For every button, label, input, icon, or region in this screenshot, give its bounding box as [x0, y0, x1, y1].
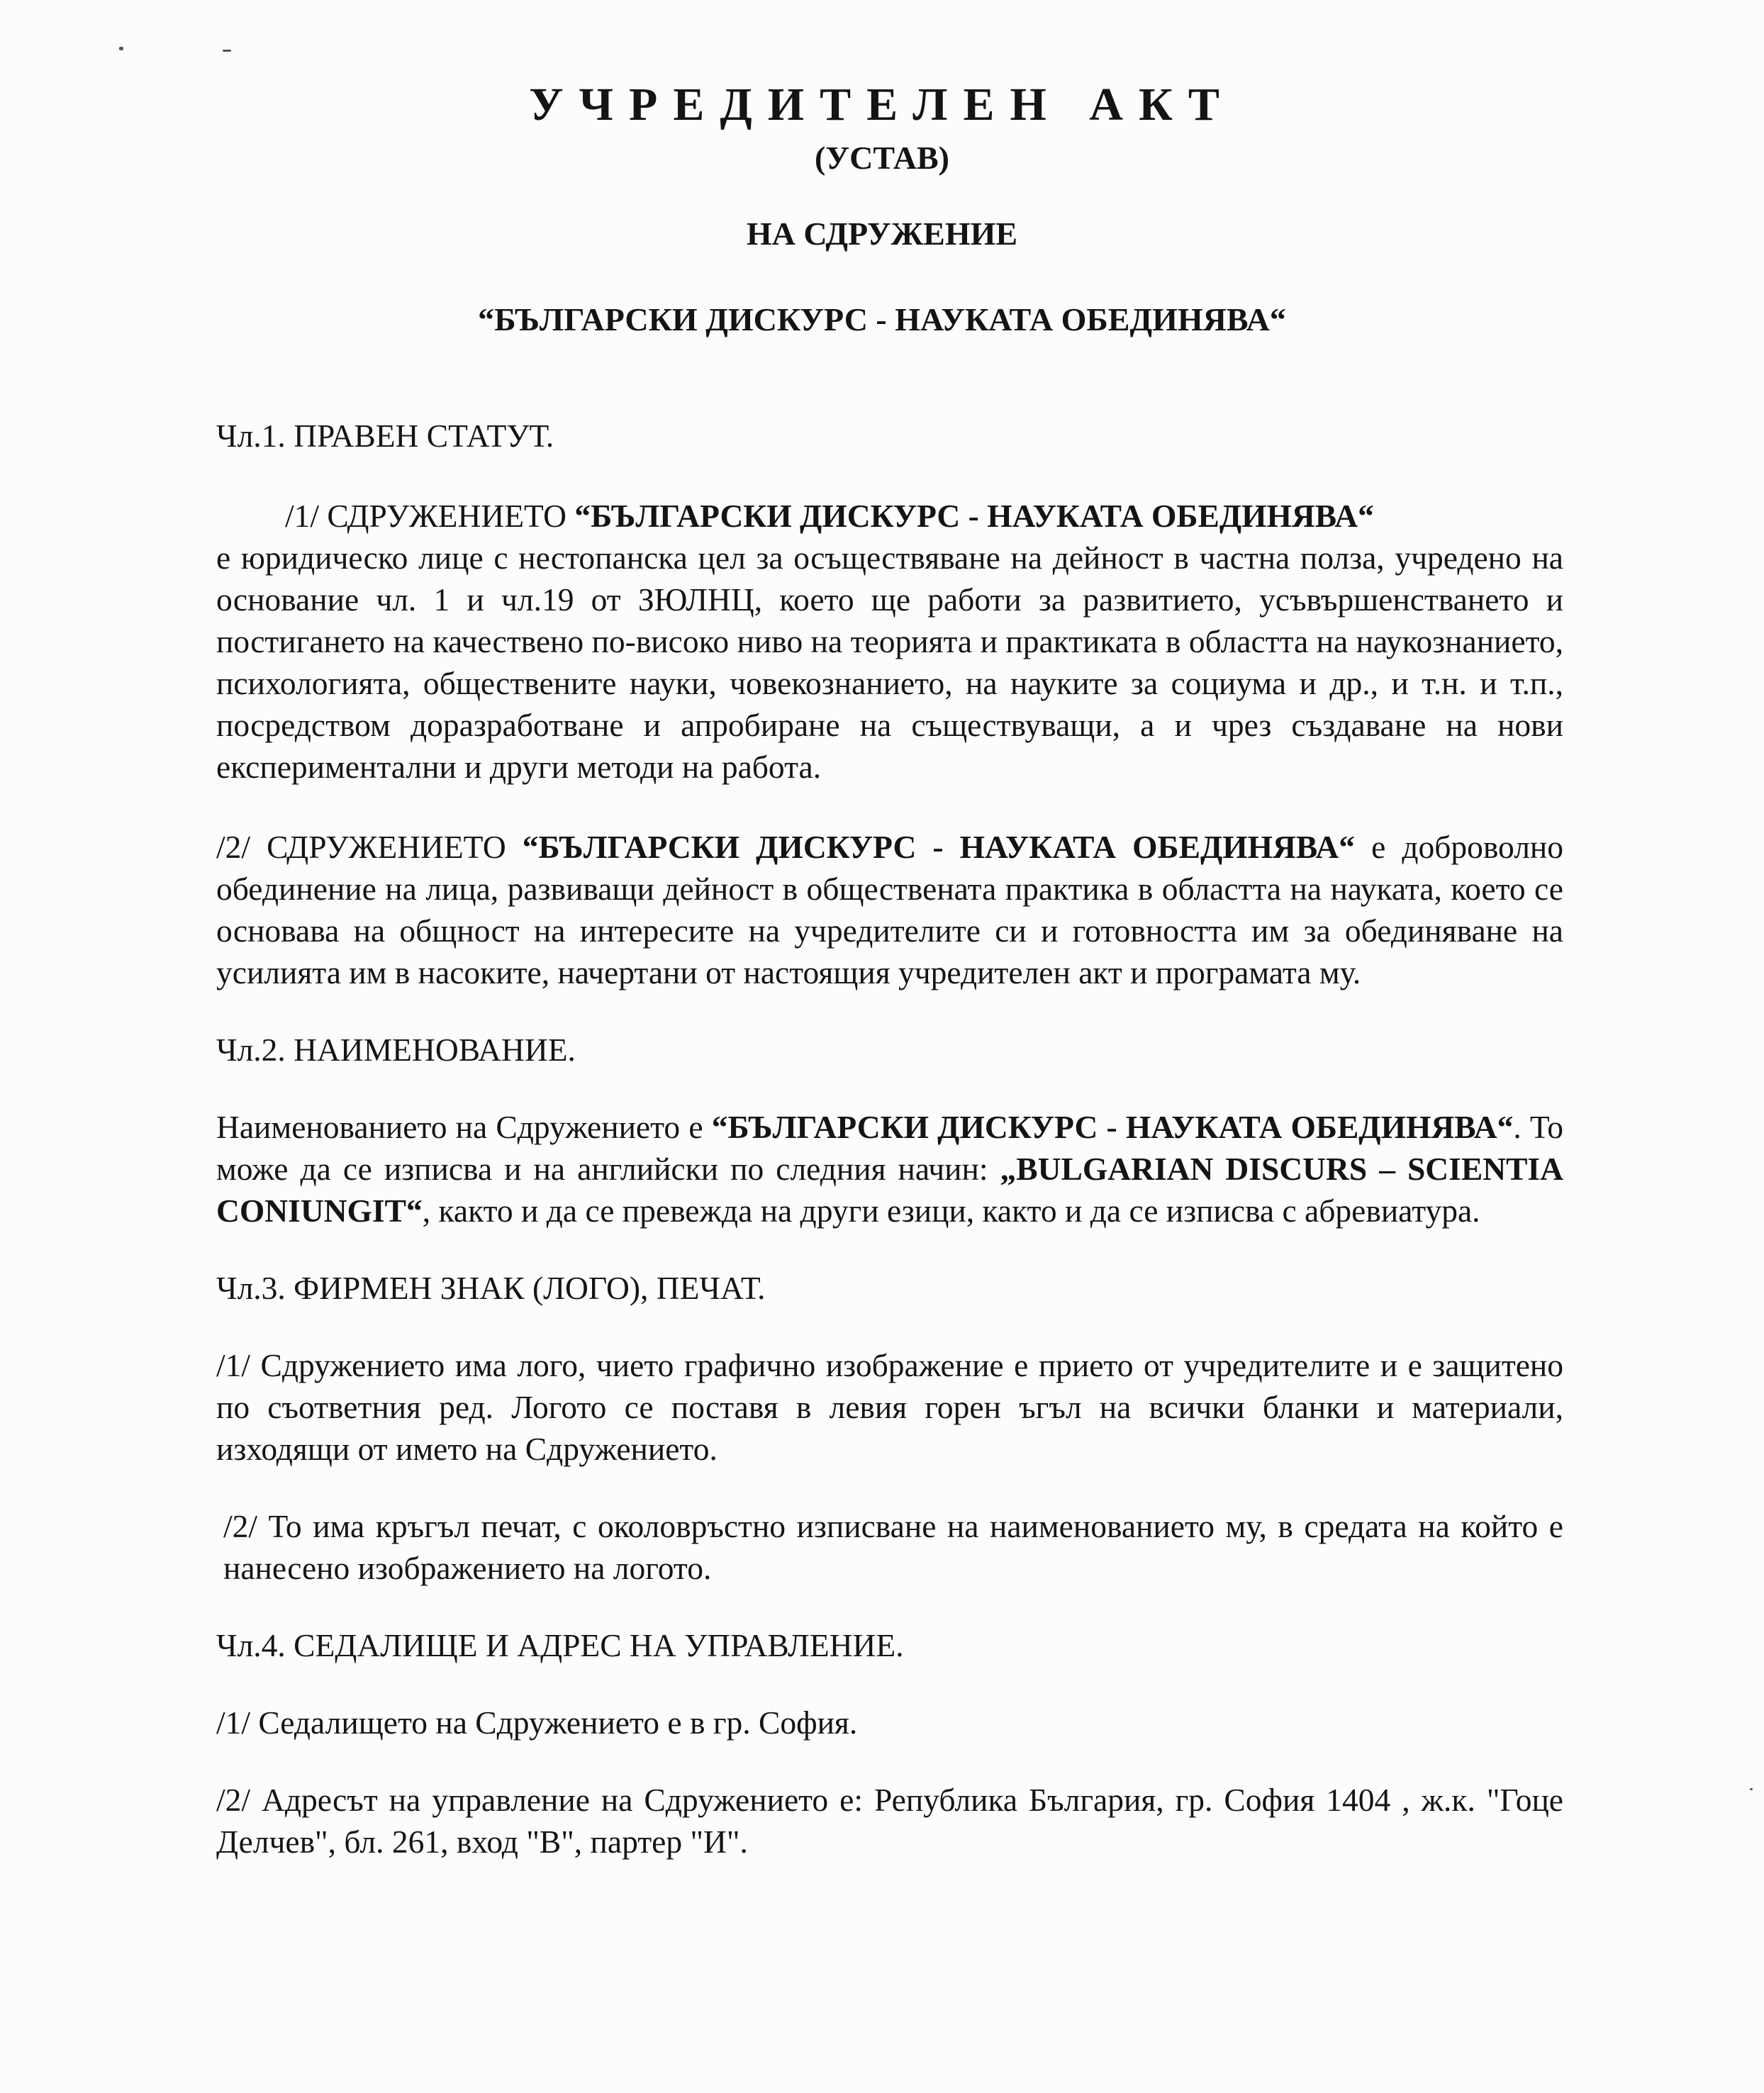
- paragraph-prefix: /1/ СДРУЖЕНИЕТО: [285, 498, 575, 534]
- paragraph-text: . То може да се изписва и на английски по следния начин:: [216, 1109, 1564, 1187]
- article-1-heading: Чл.1. ПРАВЕН СТАТУТ.: [216, 418, 554, 454]
- paragraph-text: Наименованието на Сдружението е: [216, 1109, 712, 1145]
- document-title: УЧРЕДИТЕЛЕН АКТ: [529, 79, 1235, 130]
- article-3-paragraph-2: /2/ То има кръгъл печат, с околовръстно изписване на наименованието му, в средата на който е нанесено изображението на логото.: [223, 1508, 1563, 1586]
- scan-speck: [223, 50, 231, 52]
- scan-speck: [1750, 1788, 1753, 1790]
- paragraph-text: , както и да се превежда на други езици, както и да се изписва с абревиатура.: [422, 1193, 1480, 1229]
- article-4-heading: Чл.4. СЕДАЛИЩЕ И АДРЕС НА УПРАВЛЕНИЕ.: [216, 1627, 904, 1663]
- article-1-paragraph-1: [216, 495, 1563, 788]
- association-label: НА СДРУЖЕНИЕ: [746, 216, 1018, 252]
- association-name: “БЪЛГАРСКИ ДИСКУРС - НАУКАТА ОБЕДИНЯВА“: [478, 301, 1286, 337]
- article-3-heading: Чл.3. ФИРМЕН ЗНАК (ЛОГО), ПЕЧАТ.: [216, 1270, 766, 1306]
- article-2-paragraph: [216, 1106, 1563, 1232]
- article-4-paragraph-1: /1/ Седалището на Сдружението е в гр. София.: [216, 1704, 858, 1741]
- article-1-paragraph-2: [216, 826, 1563, 993]
- article-1-paragraph-1-lead: [216, 495, 1563, 537]
- paragraph-prefix: /2/ СДРУЖЕНИЕТО: [216, 829, 523, 865]
- association-name-bg: “БЪЛГАРСКИ ДИСКУРС - НАУКАТА ОБЕДИНЯВА“: [711, 1109, 1514, 1145]
- article-4-paragraph-2: /2/ Адресът на управление на Сдружението е: Република България, гр. София 1404 , ж.к. "Гоце Делчев", бл. 261, вход "В", партер "И".: [216, 1782, 1563, 1860]
- document-subtitle: (УСТАВ): [815, 140, 949, 176]
- association-name-en: „BULGARIAN DISCURS – SCIENTIA CONIUNGIT“: [216, 1151, 1563, 1229]
- scan-speck: [119, 47, 123, 50]
- article-3-paragraph-1: /1/ Сдружението има лого, чието графично изображение е прието от учредителите и е защитено по съответния ред. Логото се поставя в левия горен ъгъл на всички бланки и материали, изходящи от името на Сдружението.: [216, 1347, 1563, 1467]
- document-body: [216, 415, 1563, 1863]
- paragraph-text: е юридическо лице с нестопанска цел за осъществяване на дейност в частна полза, учредено на основание чл. 1 и чл.19 от ЗЮЛНЦ, което ще работи за развитието, усъвършенстването и постигането на качествено по-високо ниво на теорията и практиката в областта на наукознанието, психологията, обществените науки, човекознанието, на науките за социума и др., и т.н. и т.п., посредством доразработване и апробиране на съществуващи, а и чрез създаване на нови експериментални и други методи на работа.: [216, 540, 1563, 785]
- association-name-inline: “БЪЛГАРСКИ ДИСКУРС - НАУКАТА ОБЕДИНЯВА“: [574, 498, 1374, 534]
- paragraph-text: е доброволно обединение на лица, развиващи дейност в обществената практика в областта на науката, което се основава на общност на интересите на учредителите си и готовността им за обединяване на усилията им в насоките, начертани от настоящия учредителен акт и програмата му.: [216, 829, 1564, 990]
- article-2-heading: Чл.2. НАИМЕНОВАНИЕ.: [216, 1032, 576, 1068]
- association-name-inline: “БЪЛГАРСКИ ДИСКУРС - НАУКАТА ОБЕДИНЯВА“: [522, 829, 1355, 865]
